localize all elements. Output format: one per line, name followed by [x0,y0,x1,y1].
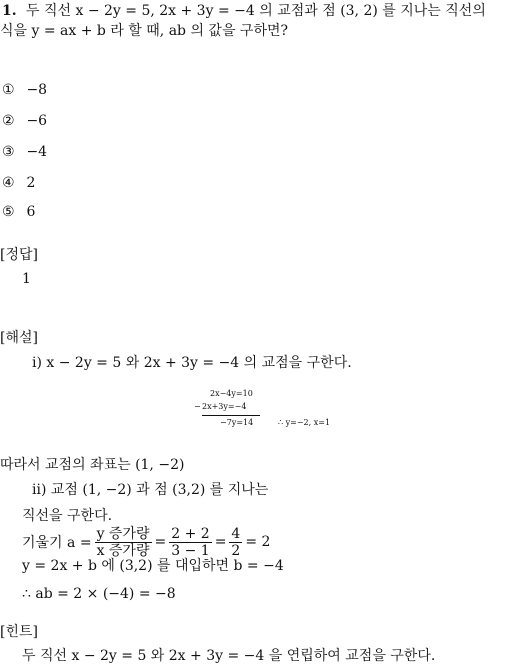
calc-rule [202,415,260,416]
explanation-step2b: 직선을 구한다. [22,508,113,524]
slope-fraction-2-den: 3 − 1 [171,542,210,559]
option-2-number: ② [2,113,15,129]
option-3-value: −4 [26,144,48,160]
option-5[interactable] [2,202,35,222]
calc-line3: −7y=14 [220,418,254,427]
intersection-coordinate: 따라서 교점의 좌표는 (1, −2) [0,457,185,473]
option-4[interactable] [2,173,35,193]
slope-fraction-1-num: y 증가량 [96,525,150,542]
calc-block [190,386,350,434]
hint-label: [힌트] [0,624,38,640]
calc-minus: − [194,402,201,411]
slope-fraction-3-den: 2 [231,542,241,559]
explanation-step1: ⅰ) x − 2y = 5 와 2x + 3y = −4 의 교점을 구한다. [32,355,352,371]
option-1[interactable] [2,80,47,100]
conclusion-line: ∴ ab = 2 × (−4) = −8 [22,586,176,602]
option-1-number: ① [2,82,15,98]
option-3-number: ③ [2,144,15,160]
calc-line2: 2x+3y=−4 [202,402,247,411]
substitute-line: y = 2x + b 에 (3,2) 를 대입하면 b = −4 [22,558,284,574]
calc-result: ∴ y=−2, x=1 [278,418,331,427]
option-5-value: 6 [26,204,36,220]
answer-label: [정답] [0,247,38,263]
slope-eq2: = [214,534,227,550]
slope-fraction-1 [95,526,152,559]
calc-line1: 2x−4y=10 [210,389,253,398]
option-1-value: −8 [26,82,48,98]
slope-tail: = 2 [245,534,271,550]
problem-text-line1: 두 직선 x − 2y = 5, 2x + 3y = −4 의 교점과 점 (3, 2) 를 지나는 직선의 [26,3,486,19]
option-3[interactable] [2,142,47,162]
slope-fraction-2 [169,526,211,559]
slope-fraction-3 [229,526,242,559]
option-5-number: ⑤ [2,204,15,220]
slope-fraction-2-num: 2 + 2 [171,525,210,542]
slope-fraction-3-num: 4 [231,525,241,542]
option-2-value: −6 [26,113,48,129]
problem-text-line2: 식을 y = ax + b 라 할 때, ab 의 값을 구하면? [0,23,289,39]
explanation-label: [해설] [0,330,38,346]
option-4-value: 2 [26,175,36,191]
problem-number: 1. [2,3,17,19]
option-2[interactable] [2,111,47,131]
answer-value: 1 [22,271,31,287]
slope-prefix: 기울기 a = [22,535,92,551]
option-4-number: ④ [2,175,15,191]
hint-text: 두 직선 x − 2y = 5 와 2x + 3y = −4 을 연립하여 교점을 구한다. [22,648,436,664]
slope-eq1: = [154,534,167,550]
explanation-step2a: ⅱ) 교점 (1, −2) 과 점 (3,2) 를 지나는 [32,482,269,498]
slope-fraction-1-den: x 증가량 [96,542,150,559]
